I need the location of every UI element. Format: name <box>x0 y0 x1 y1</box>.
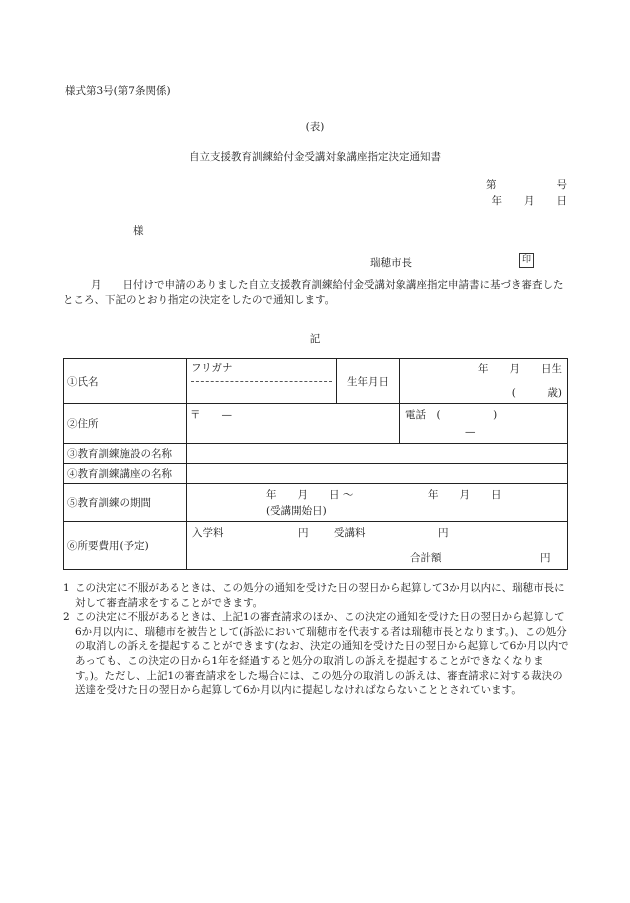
intro-text: 月 日付けで申請のありました自立支援教育訓練給付金受講対象講座指定申請書に基づき審査したところ、下記のとおり指定の決定をしたので通知します。 <box>63 279 564 306</box>
note-text: この決定に不服があるときは、上記1の審査請求のほか、この決定の通知を受けた日の翌日から起算して6か月以内に、瑞穂市を被告として(訴訟において瑞穂市を代表する者は瑞穂市長となります。)、この処分の取消しの訴えを提起することができます(なお、決定の通知を受けた日の翌日から起算して6か月以内であっても、この決定の日から1年を経過すると処分の取消しの訴えを提起することができなくなります。)。ただし、上記1の審査請求をした場合には、この処分の取消しの訴えは、審査請求に対する裁決の送達を受けた日の翌日から起算して6か月以内に提起しなければならないこととされています。 <box>75 611 569 697</box>
date-year: 年 <box>491 195 502 207</box>
note-number: 2 <box>63 611 70 624</box>
reference-number <box>486 177 567 192</box>
age-text: ( 歳) <box>511 387 562 399</box>
period-cell[interactable] <box>187 484 568 522</box>
reference-go: 号 <box>556 179 567 191</box>
row-address <box>64 404 568 444</box>
name-cell[interactable] <box>187 359 337 404</box>
birth-date-cell[interactable] <box>400 359 568 404</box>
side-label: (表) <box>305 121 325 133</box>
form-number: 様式第3号(第7条関係) <box>65 85 171 97</box>
note-text: この決定に不服があるときは、この処分の通知を受けた日の翌日から起算して3か月以内に、瑞穂市長に対して審査請求をすることができます。 <box>75 582 565 609</box>
issue-date <box>492 193 568 208</box>
note-number: 1 <box>63 582 70 594</box>
issuer: 瑞穂市長 <box>370 257 412 269</box>
row-facility <box>64 444 568 464</box>
seal-box: 印 <box>519 253 534 268</box>
cost-label: ⑥所要費用(予定) <box>64 522 187 570</box>
total-label: 合計額 <box>410 552 442 564</box>
record-label: 記 <box>309 333 321 345</box>
cost-cell[interactable] <box>187 522 568 570</box>
phone-dash: — <box>465 426 476 438</box>
row-name <box>64 359 568 404</box>
course-label: ④教育訓練講座の名称 <box>64 464 187 484</box>
facility-value[interactable] <box>187 444 568 464</box>
postal-text: 〒 — <box>190 409 232 421</box>
date-month: 月 <box>524 195 535 207</box>
reference-dai: 第 <box>486 179 497 191</box>
furigana-label: フリガナ <box>191 359 332 382</box>
row-course <box>64 464 568 484</box>
phone-text: 電話 ( ) <box>405 409 498 421</box>
period-start: 年 月 日 〜 <box>266 489 354 501</box>
admission-fee-label: 入学料 <box>192 527 224 539</box>
period-end: 年 月 日 <box>428 489 502 501</box>
note-item <box>63 610 571 698</box>
row-period <box>64 484 568 522</box>
address-label: ②住所 <box>64 404 187 444</box>
admission-yen: 円 <box>298 527 309 539</box>
birth-date-text: 年 月 日生 <box>478 363 562 375</box>
document-title: 自立支援教育訓練給付金受講対象講座指定決定通知書 <box>189 151 441 163</box>
note-item <box>63 581 571 610</box>
tuition-yen: 円 <box>438 527 449 539</box>
row-cost <box>64 522 568 570</box>
addressee: 様 <box>133 225 144 237</box>
facility-label: ③教育訓練施設の名称 <box>64 444 187 464</box>
notes <box>63 581 571 698</box>
period-label: ⑤教育訓練の期間 <box>64 484 187 522</box>
phone-cell[interactable] <box>400 404 568 444</box>
tuition-label: 受講料 <box>334 527 366 539</box>
birth-label: 生年月日 <box>337 359 400 404</box>
postal-cell[interactable] <box>187 404 400 444</box>
course-value[interactable] <box>187 464 568 484</box>
total-yen: 円 <box>540 552 551 564</box>
period-note: (受講開始日) <box>266 505 327 517</box>
name-label: ①氏名 <box>64 359 187 404</box>
intro-paragraph <box>63 278 570 308</box>
date-day: 日 <box>556 195 567 207</box>
details-table <box>63 358 568 570</box>
